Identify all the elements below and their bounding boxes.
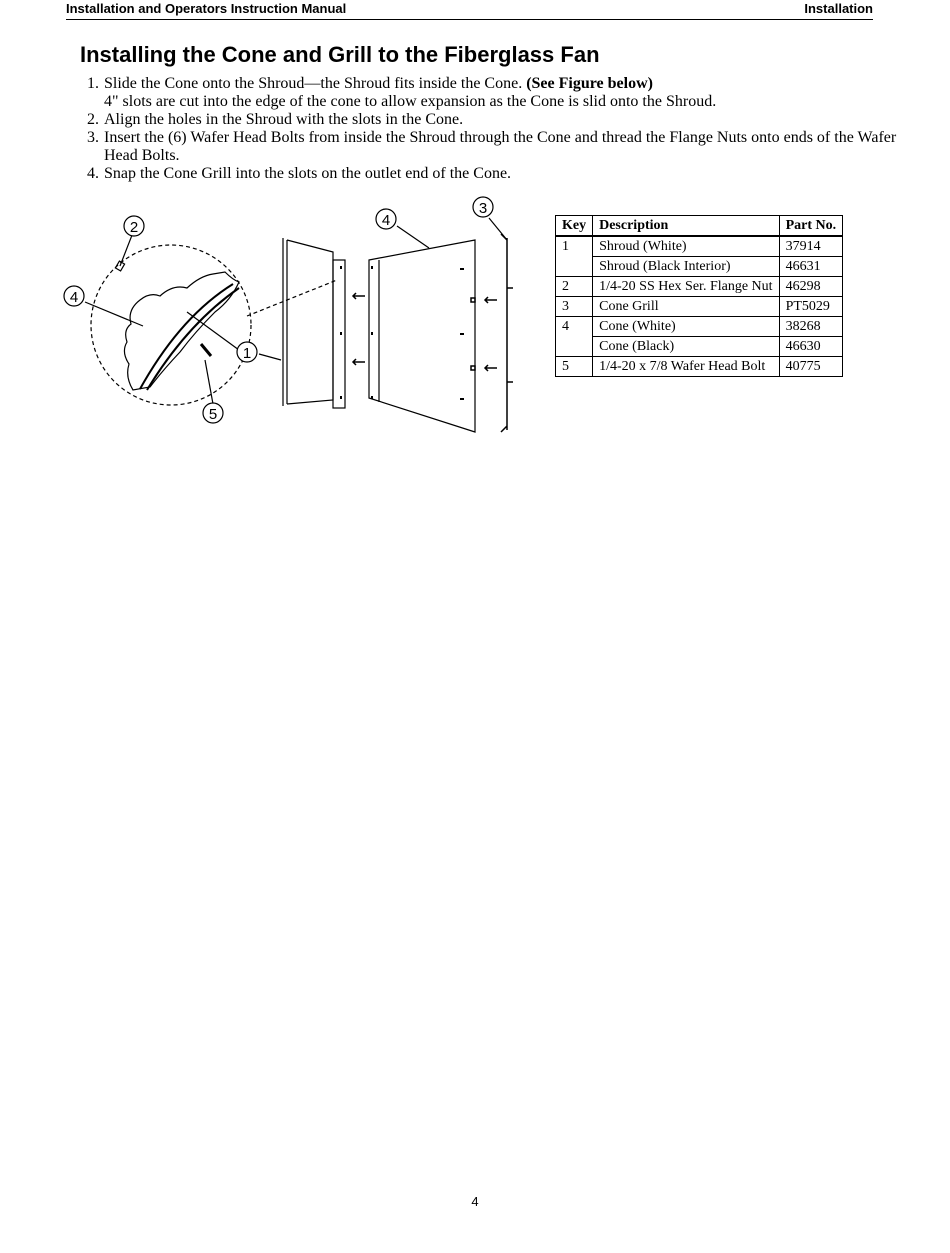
callout-5	[203, 403, 223, 423]
cell-key: 4	[556, 317, 593, 337]
step-3	[80, 129, 910, 165]
table-row	[556, 257, 843, 277]
cell-description: Cone (Black)	[593, 337, 779, 357]
shroud-body	[283, 238, 333, 406]
cell-description: 1/4-20 SS Hex Ser. Flange Nut	[593, 277, 779, 297]
cell-description: 1/4-20 x 7/8 Wafer Head Bolt	[593, 357, 779, 377]
instruction-steps	[80, 75, 910, 183]
table-row	[556, 297, 843, 317]
assembly-diagram	[55, 192, 525, 442]
column-header-description: Description	[593, 216, 779, 237]
table-header-row	[556, 216, 843, 237]
callout-2	[124, 216, 144, 236]
step-1-continuation: 4" slots are cut into the edge of the cone to allow expansion as the Cone is slid onto the Shroud.	[104, 93, 717, 110]
shroud-flange	[333, 260, 345, 408]
header-manual-title: Installation and Operators Instruction Manual	[66, 1, 347, 16]
step-text: Align the holes in the Shroud with the slots in the Cone.	[104, 111, 464, 128]
step-number: 1.	[87, 75, 99, 92]
step-2	[80, 111, 910, 129]
page-title: Installing the Cone and Grill to the Fiberglass Fan	[80, 42, 600, 67]
cell-key: 1	[556, 236, 593, 257]
cell-key: 3	[556, 297, 593, 317]
table-row	[556, 337, 843, 357]
step-number: 3.	[87, 129, 99, 146]
callout-label: 4	[69, 289, 79, 306]
detail-connector	[247, 280, 337, 316]
cell-key	[556, 257, 593, 277]
cone-torn-edge	[124, 272, 239, 390]
page-number: 4	[471, 1194, 479, 1209]
cell-part-no: 40775	[779, 357, 843, 377]
page-header	[66, 0, 873, 20]
table-row	[556, 236, 843, 257]
callout-label: 1	[242, 345, 252, 362]
cone-body	[369, 240, 475, 432]
cell-part-no: 37914	[779, 236, 843, 257]
column-header-part-no: Part No.	[779, 216, 843, 237]
callout-4-detail	[64, 286, 84, 306]
table-row	[556, 317, 843, 337]
step-text: Slide the Cone onto the Shroud—the Shroud fits inside the Cone.	[104, 75, 527, 92]
cell-description: Cone Grill	[593, 297, 779, 317]
column-header-key: Key	[556, 216, 593, 237]
callout-label: 5	[208, 406, 218, 423]
bolt-holes	[340, 266, 464, 400]
cell-description: Shroud (Black Interior)	[593, 257, 779, 277]
table-row	[556, 277, 843, 297]
callout-label: 3	[478, 200, 488, 217]
cell-key: 2	[556, 277, 593, 297]
table-row	[556, 357, 843, 377]
cell-key	[556, 337, 593, 357]
callout-4-main	[376, 209, 396, 229]
cell-part-no: 38268	[779, 317, 843, 337]
callout-label: 4	[381, 212, 391, 229]
step-number: 2.	[87, 111, 99, 128]
callout-3	[473, 197, 493, 217]
callout-1	[237, 342, 257, 362]
cell-key: 5	[556, 357, 593, 377]
cell-description: Shroud (White)	[593, 236, 779, 257]
cell-part-no: 46298	[779, 277, 843, 297]
parts-table	[555, 215, 843, 377]
header-section: Installation	[804, 1, 873, 16]
step-text: Snap the Cone Grill into the slots on the outlet end of the Cone.	[104, 165, 512, 182]
detail-view-circle	[91, 245, 251, 405]
cell-part-no: 46631	[779, 257, 843, 277]
step-1	[80, 75, 910, 93]
cell-part-no: 46630	[779, 337, 843, 357]
step-number: 4.	[87, 165, 99, 182]
cell-description: Cone (White)	[593, 317, 779, 337]
cone-grill	[501, 234, 513, 432]
cell-part-no: PT5029	[779, 297, 843, 317]
callout-label: 2	[129, 219, 139, 236]
step-text: Insert the (6) Wafer Head Bolts from inside the Shroud through the Cone and thread the Flange Nuts onto ends of the Wafer Head Bolts.	[104, 129, 897, 164]
figure-reference: (See Figure below)	[526, 75, 653, 92]
bolt-detail	[201, 344, 211, 356]
step-4	[80, 165, 910, 183]
